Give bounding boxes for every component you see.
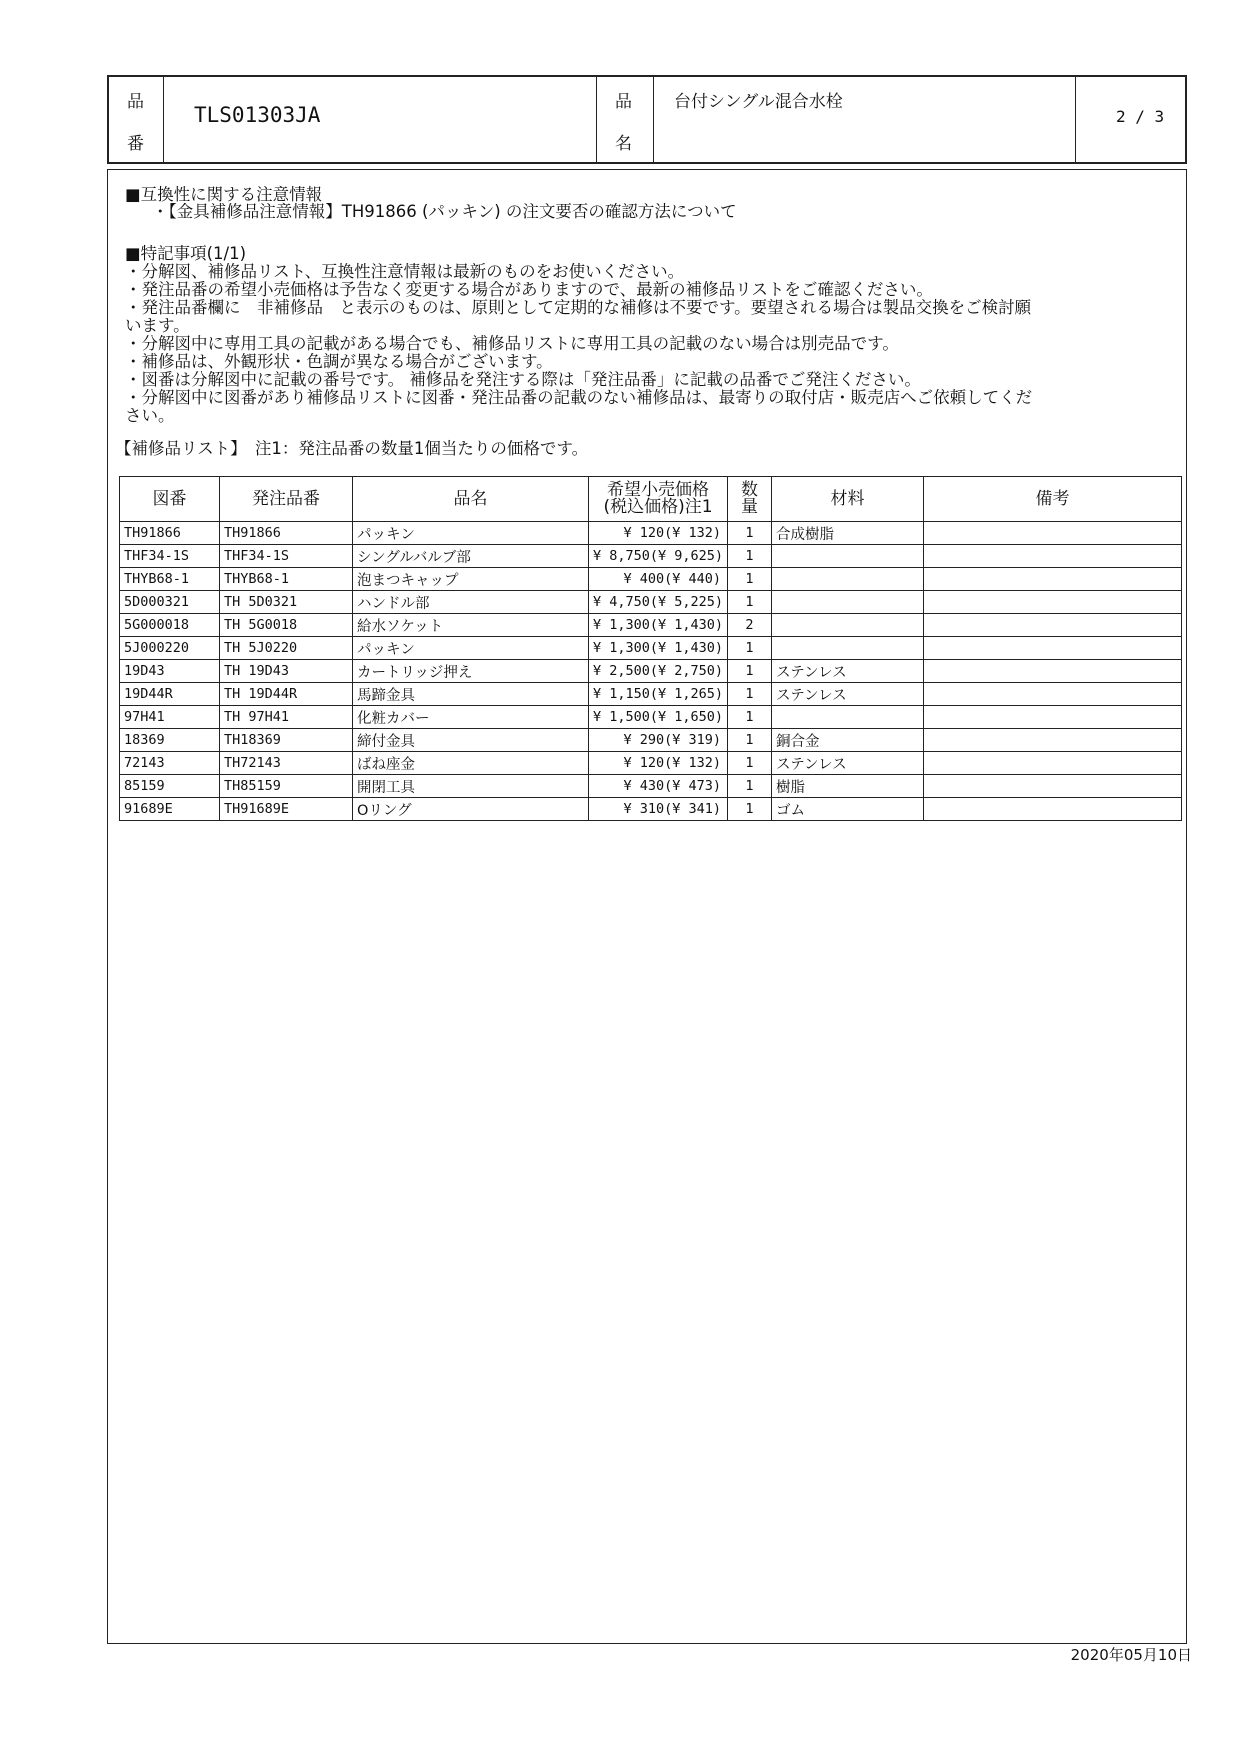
cell-remarks <box>924 591 1182 614</box>
table-row <box>120 568 1182 591</box>
product-number: TLS01303JA <box>194 103 321 127</box>
cell-qty: 1 <box>728 545 772 568</box>
notes-line: ・分解図中に専用工具の記載がある場合でも、補修品リストに専用工具の記載のない場合は別売品です。 <box>125 334 899 353</box>
cell-material: ステンレス <box>772 660 924 683</box>
cell-price: ¥ 8,750(¥ 9,625) <box>589 545 728 568</box>
cell-price: ¥ 1,300(¥ 1,430) <box>589 637 728 660</box>
cell-remarks <box>924 798 1182 821</box>
cell-remarks <box>924 752 1182 775</box>
cell-hinban: TH91866 <box>220 522 353 545</box>
col-name: 品名 <box>353 477 589 522</box>
cell-price: ¥ 1,300(¥ 1,430) <box>589 614 728 637</box>
cell-name: パッキン <box>353 637 589 660</box>
cell-material: ステンレス <box>772 752 924 775</box>
cell-name: ばね座金 <box>353 752 589 775</box>
cell-zuban: THF34-1S <box>120 545 220 568</box>
col-material: 材料 <box>772 477 924 522</box>
compat-link[interactable]: ・【金具補修品注意情報】TH91866 (パッキン) の注文要否の確認方法について <box>152 202 737 221</box>
notes-line: ・発注品番欄に 非補修品 と表示のものは、原則として定期的な補修は不要です。要望される場合は製品交換をご検討願 <box>125 298 1032 317</box>
cell-name: 泡まつキャップ <box>353 568 589 591</box>
col-qty-line1: 数 <box>741 480 758 500</box>
cell-price: ¥ 1,150(¥ 1,265) <box>589 683 728 706</box>
cell-hinban: TH91689E <box>220 798 353 821</box>
table-row <box>120 729 1182 752</box>
hinban-value-cell <box>164 77 597 162</box>
page-number: 2 / 3 <box>1116 107 1165 126</box>
cell-name: カートリッジ押え <box>353 660 589 683</box>
cell-remarks <box>924 683 1182 706</box>
cell-hinban: TH18369 <box>220 729 353 752</box>
cell-zuban: THYB68-1 <box>120 568 220 591</box>
cell-zuban: 85159 <box>120 775 220 798</box>
hinmei-label-bottom: 名 <box>615 134 632 154</box>
col-qty <box>728 477 772 522</box>
cell-remarks <box>924 522 1182 545</box>
table-row <box>120 683 1182 706</box>
cell-zuban: 5G000018 <box>120 614 220 637</box>
cell-zuban: 97H41 <box>120 706 220 729</box>
cell-remarks <box>924 706 1182 729</box>
hinmei-label-cell <box>597 77 654 162</box>
cell-zuban: 5J000220 <box>120 637 220 660</box>
cell-material: 銅合金 <box>772 729 924 752</box>
cell-hinban: TH 19D44R <box>220 683 353 706</box>
cell-hinban: TH 5D0321 <box>220 591 353 614</box>
compat-heading: ■互換性に関する注意情報 <box>125 185 323 204</box>
cell-qty: 1 <box>728 798 772 821</box>
cell-qty: 1 <box>728 591 772 614</box>
cell-zuban: 91689E <box>120 798 220 821</box>
table-row <box>120 775 1182 798</box>
cell-qty: 1 <box>728 522 772 545</box>
cell-remarks <box>924 568 1182 591</box>
cell-qty: 1 <box>728 637 772 660</box>
cell-remarks <box>924 729 1182 752</box>
cell-zuban: TH91866 <box>120 522 220 545</box>
cell-hinban: TH 5J0220 <box>220 637 353 660</box>
cell-material: 合成樹脂 <box>772 522 924 545</box>
cell-name: ハンドル部 <box>353 591 589 614</box>
cell-name: 給水ソケット <box>353 614 589 637</box>
cell-hinban: THF34-1S <box>220 545 353 568</box>
table-row <box>120 545 1182 568</box>
hinban-label-top: 品 <box>127 92 144 112</box>
cell-hinban: TH72143 <box>220 752 353 775</box>
cell-name: シングルバルブ部 <box>353 545 589 568</box>
cell-name: 開閉工具 <box>353 775 589 798</box>
cell-qty: 1 <box>728 752 772 775</box>
header-box <box>107 75 1187 164</box>
cell-material <box>772 568 924 591</box>
cell-remarks <box>924 545 1182 568</box>
cell-price: ¥ 2,500(¥ 2,750) <box>589 660 728 683</box>
cell-price: ¥ 310(¥ 341) <box>589 798 728 821</box>
notes-heading: ■特記事項(1/1) <box>125 244 247 263</box>
cell-price: ¥ 430(¥ 473) <box>589 775 728 798</box>
hinban-label-bottom: 番 <box>127 134 144 154</box>
col-remarks: 備考 <box>924 477 1182 522</box>
cell-name: パッキン <box>353 522 589 545</box>
table-row <box>120 706 1182 729</box>
table-row <box>120 752 1182 775</box>
cell-price: ¥ 120(¥ 132) <box>589 522 728 545</box>
notes-line: さい。 <box>125 406 175 425</box>
product-name: 台付シングル混合水栓 <box>674 92 843 112</box>
cell-name: 化粧カバー <box>353 706 589 729</box>
cell-qty: 1 <box>728 568 772 591</box>
table-row <box>120 522 1182 545</box>
cell-material <box>772 706 924 729</box>
notes-line: ・補修品は、外観形状・色調が異なる場合がございます。 <box>125 352 553 371</box>
table-row <box>120 637 1182 660</box>
table-row <box>120 591 1182 614</box>
cell-remarks <box>924 637 1182 660</box>
cell-price: ¥ 120(¥ 132) <box>589 752 728 775</box>
cell-hinban: TH 5G0018 <box>220 614 353 637</box>
cell-zuban: 19D43 <box>120 660 220 683</box>
parts-table <box>119 476 1182 821</box>
cell-zuban: 72143 <box>120 752 220 775</box>
page-cell <box>1076 77 1185 162</box>
col-price <box>589 477 728 522</box>
cell-qty: 1 <box>728 683 772 706</box>
cell-material: ゴム <box>772 798 924 821</box>
cell-zuban: 5D000321 <box>120 591 220 614</box>
table-row <box>120 614 1182 637</box>
cell-material <box>772 591 924 614</box>
notes-line: います。 <box>125 316 190 335</box>
hinmei-label-top: 品 <box>615 92 632 112</box>
cell-material: 樹脂 <box>772 775 924 798</box>
cell-price: ¥ 4,750(¥ 5,225) <box>589 591 728 614</box>
cell-remarks <box>924 660 1182 683</box>
cell-material <box>772 545 924 568</box>
cell-price: ¥ 290(¥ 319) <box>589 729 728 752</box>
cell-material <box>772 614 924 637</box>
cell-qty: 2 <box>728 614 772 637</box>
table-row <box>120 660 1182 683</box>
issue-date: 2020年05月10日 <box>1070 1646 1192 1664</box>
cell-zuban: 18369 <box>120 729 220 752</box>
cell-qty: 1 <box>728 706 772 729</box>
hinmei-value-cell <box>654 77 1076 162</box>
cell-zuban: 19D44R <box>120 683 220 706</box>
cell-name: 締付金具 <box>353 729 589 752</box>
col-qty-line2: 量 <box>741 497 758 517</box>
col-price-line1: 希望小売価格 <box>607 480 709 500</box>
cell-hinban: TH85159 <box>220 775 353 798</box>
cell-price: ¥ 1,500(¥ 1,650) <box>589 706 728 729</box>
cell-qty: 1 <box>728 729 772 752</box>
cell-hinban: THYB68-1 <box>220 568 353 591</box>
cell-material: ステンレス <box>772 683 924 706</box>
cell-remarks <box>924 614 1182 637</box>
cell-hinban: TH 97H41 <box>220 706 353 729</box>
col-hinban: 発注品番 <box>220 477 353 522</box>
notes-line: ・図番は分解図中に記載の番号です。 補修品を発注する際は「発注品番」に記載の品番でご発注ください。 <box>125 370 921 389</box>
cell-hinban: TH 19D43 <box>220 660 353 683</box>
cell-qty: 1 <box>728 660 772 683</box>
hinban-label-cell <box>109 77 164 162</box>
notes-line: ・分解図中に図番があり補修品リストに図番・発注品番の記載のない補修品は、最寄りの取付店・販売店へご依頼してくだ <box>125 388 1033 407</box>
table-header-row <box>120 477 1182 522</box>
notes-line: ・分解図、補修品リスト、互換性注意情報は最新のものをお使いください。 <box>125 262 685 281</box>
notes-line: ・発注品番の希望小売価格は予告なく変更する場合がありますので、最新の補修品リストをご確認ください。 <box>125 280 933 299</box>
cell-name: 馬蹄金具 <box>353 683 589 706</box>
cell-material <box>772 637 924 660</box>
col-zuban: 図番 <box>120 477 220 522</box>
col-price-line2: (税込価格)注1 <box>603 497 713 517</box>
cell-qty: 1 <box>728 775 772 798</box>
cell-remarks <box>924 775 1182 798</box>
cell-name: Oリング <box>353 798 589 821</box>
parts-list-title: 【補修品リスト】 注1：発注品番の数量1個当たりの価格です。 <box>115 439 589 458</box>
cell-price: ¥ 400(¥ 440) <box>589 568 728 591</box>
table-row <box>120 798 1182 821</box>
